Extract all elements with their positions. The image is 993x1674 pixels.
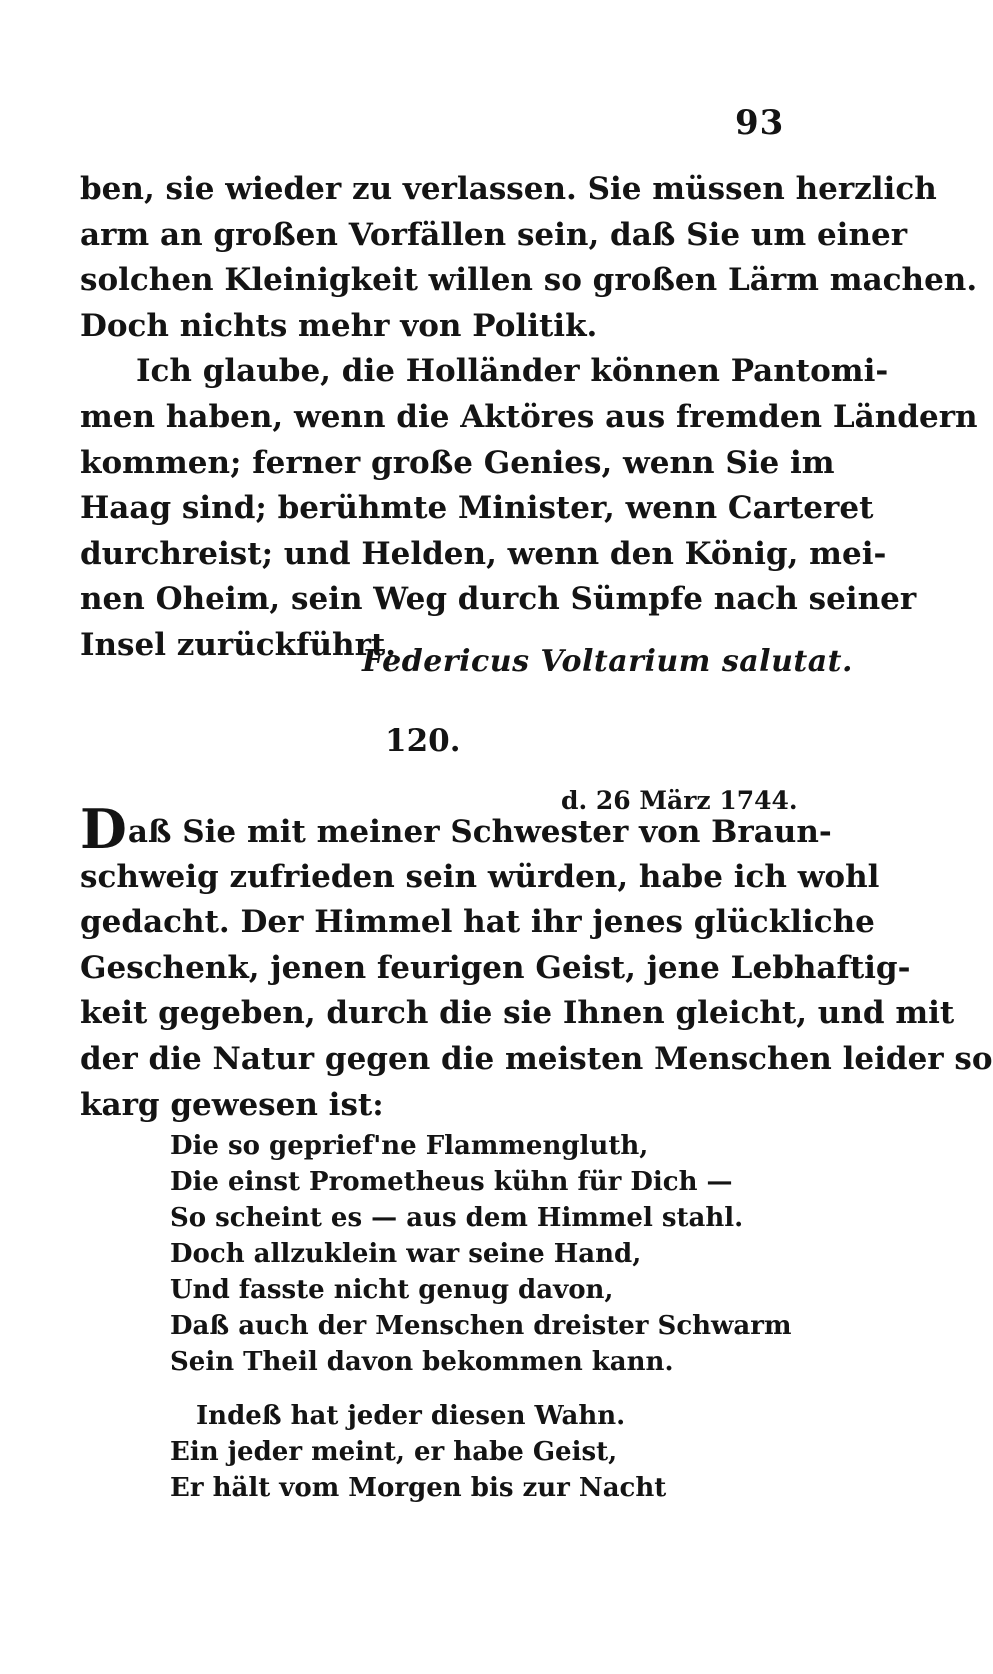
- poem-line: Und fasste nicht genug davon,: [170, 1275, 614, 1305]
- text-line-rest: aß Sie mit meiner Schwester von Braun-: [127, 814, 832, 850]
- poem-line: Sein Theil davon bekommen kann.: [170, 1347, 674, 1377]
- letter-119-closing: [80, 167, 978, 669]
- poem-line: Doch allzuklein war seine Hand,: [170, 1239, 642, 1269]
- text-line: Geschenk, jenen feurigen Geist, jene Lebhaftig-: [80, 949, 911, 986]
- page-number: 93: [735, 103, 785, 143]
- poem-line: Die so geprief'ne Flammengluth,: [170, 1131, 649, 1161]
- text-line: solchen Kleinigkeit willen so großen Lärm machen.: [80, 262, 978, 299]
- poem-stanza-1: [170, 1128, 792, 1380]
- text-line: Ich glaube, die Holländer können Pantomi-: [136, 353, 889, 390]
- text-line: Haag sind; berühmte Minister, wenn Carteret: [80, 490, 874, 527]
- text-line: gedacht. Der Himmel hat ihr jenes glückliche: [80, 904, 875, 941]
- text-line: schweig zufrieden sein würden, habe ich wohl: [80, 858, 880, 895]
- letter-number: 120.: [385, 723, 461, 759]
- text-line: men haben, wenn die Aktöres aus fremden Ländern: [80, 398, 978, 435]
- letter-date: d. 26 März 1744.: [561, 786, 798, 815]
- poem-line: Die einst Prometheus kühn für Dich —: [170, 1167, 733, 1197]
- poem-line: So scheint es — aus dem Himmel stahl.: [170, 1203, 744, 1233]
- poem-line: Ein jeder meint, er habe Geist,: [170, 1437, 618, 1467]
- poem-line: Er hält vom Morgen bis zur Nacht: [170, 1473, 667, 1503]
- poem-line: Daß auch der Menschen dreister Schwarm: [170, 1311, 792, 1341]
- text-line: ben, sie wieder zu verlassen. Sie müssen herzlich: [80, 171, 937, 207]
- signature: Federicus Voltarium salutat.: [362, 644, 853, 679]
- drop-cap-initial: D: [80, 797, 128, 861]
- poem-stanza-2: [170, 1398, 666, 1506]
- text-line: arm an großen Vorfällen sein, daß Sie um einer: [80, 216, 908, 253]
- poem-line: Indeß hat jeder diesen Wahn.: [196, 1401, 626, 1431]
- text-line: nen Oheim, sein Weg durch Sümpfe nach seiner: [80, 581, 917, 618]
- text-line: Doch nichts mehr von Politik.: [80, 307, 598, 344]
- text-line: karg gewesen ist:: [80, 1086, 384, 1123]
- text-line: durchreist; und Helden, wenn den König, mei-: [80, 535, 887, 572]
- text-line: kommen; ferner große Genies, wenn Sie im: [80, 444, 835, 481]
- text-line: keit gegeben, durch die sie Ihnen gleicht, und mit: [80, 995, 955, 1032]
- text-line: Insel zurückführt.: [80, 626, 397, 663]
- text-line: der die Natur gegen die meisten Menschen leider so: [80, 1040, 993, 1077]
